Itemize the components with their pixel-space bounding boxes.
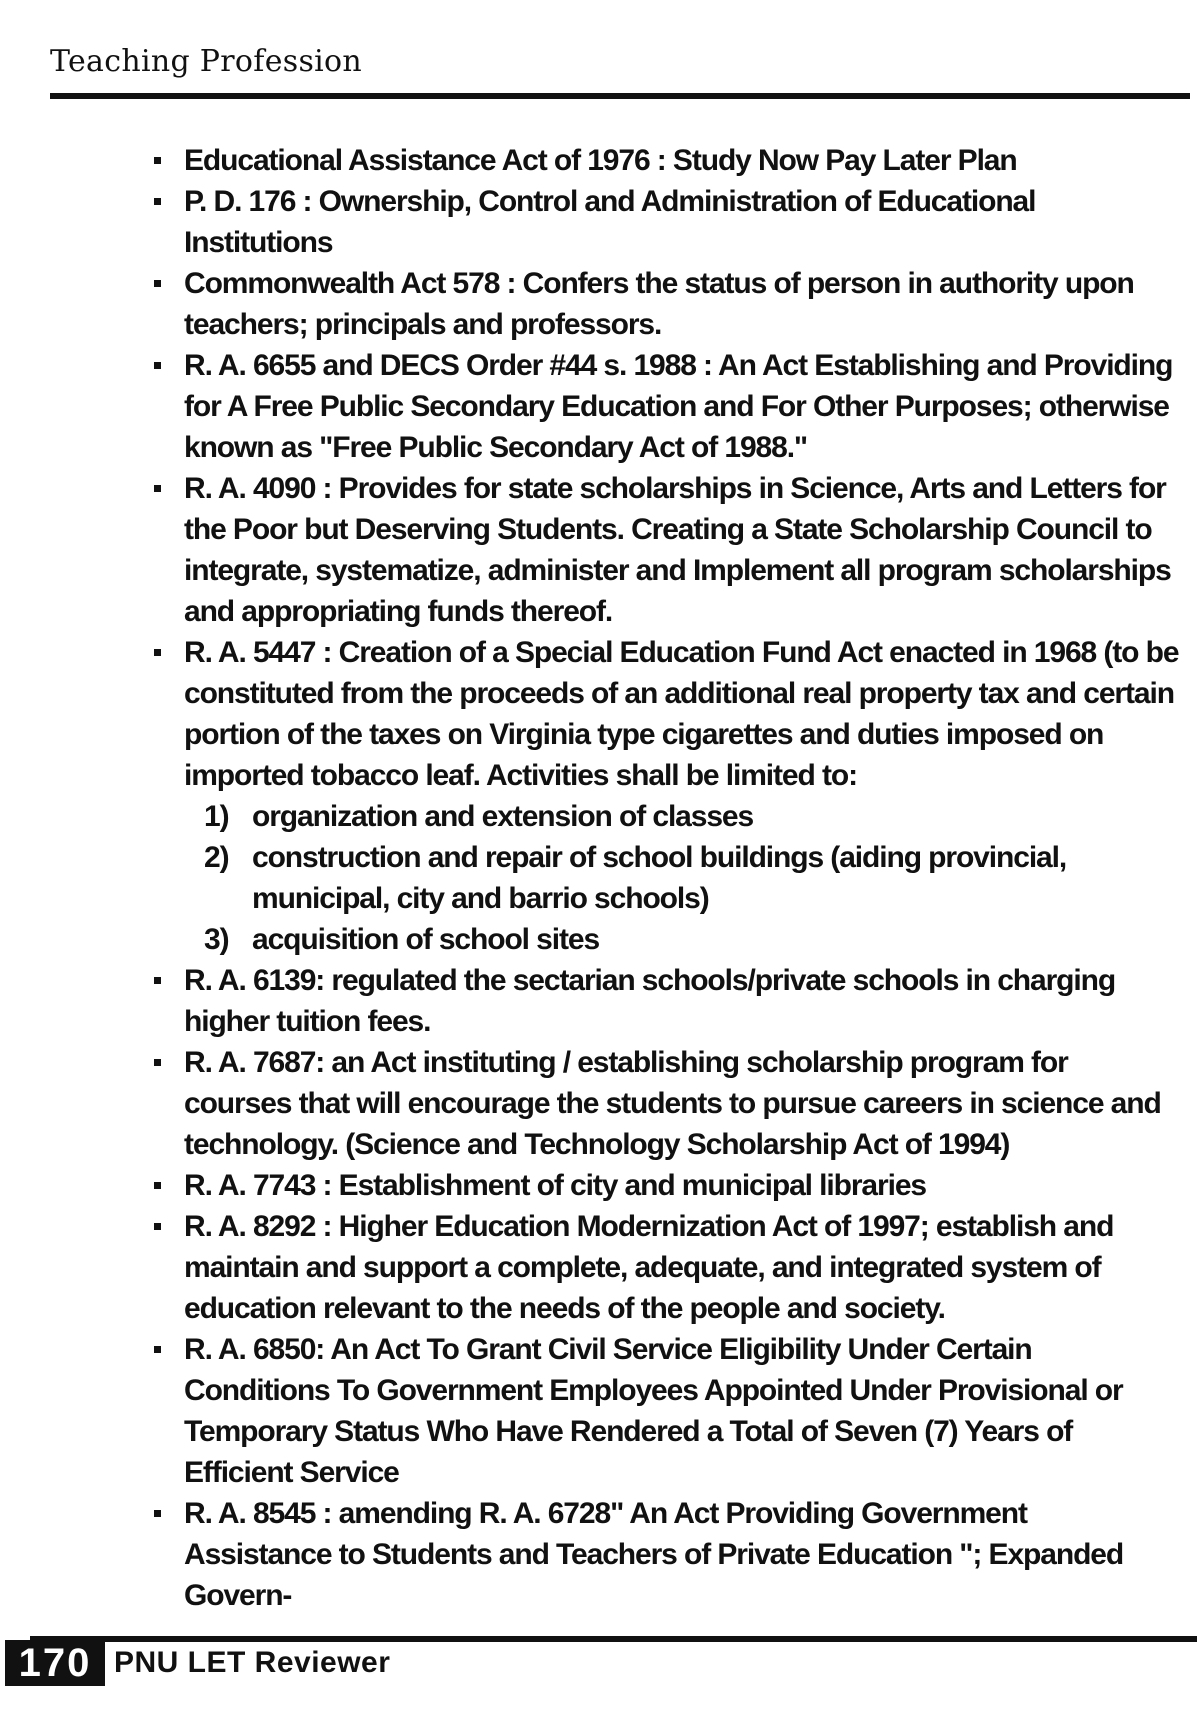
law-text: R. A. 5447 : Creation of a Special Education Fund Act enacted in 1968 (to be constituted from the proceeds of an additional real property tax and certain portion of the taxes on Virginia type cigarettes and duties imposed on imported tobacco leaf. Activities shall be limited to: bbox=[184, 636, 1179, 792]
sub-item-number: 3) bbox=[204, 923, 229, 956]
list-item bbox=[140, 960, 1180, 1042]
list-item bbox=[140, 181, 1180, 263]
law-text: R. A. 4090 : Provides for state scholarships in Science, Arts and Letters for the Poor but Deserving Students. Creating a State Scholarship Council to integrate, systematize, administer and Implement all program scholarships and appropriating funds thereof. bbox=[184, 472, 1171, 628]
running-footer-title: PNU LET Reviewer bbox=[114, 1646, 391, 1679]
sub-list-item bbox=[204, 796, 1180, 837]
law-text: R. A. 6139: regulated the sectarian schools/private schools in charging higher tuition fees. bbox=[184, 964, 1116, 1038]
law-list bbox=[140, 140, 1180, 1616]
list-item bbox=[140, 1165, 1180, 1206]
sub-item-text: organization and extension of classes bbox=[252, 800, 754, 833]
header-rule bbox=[50, 93, 1190, 99]
list-item bbox=[140, 468, 1180, 632]
sub-item-text: acquisition of school sites bbox=[252, 923, 600, 956]
law-text: R. A. 8292 : Higher Education Modernization Act of 1997; establish and maintain and support a complete, adequate, and integrated system of education relevant to the needs of the people and society. bbox=[184, 1210, 1114, 1325]
footer-rule bbox=[30, 1636, 1197, 1642]
list-item bbox=[140, 140, 1180, 181]
list-item bbox=[140, 1206, 1180, 1329]
list-item bbox=[140, 632, 1180, 960]
sub-item-number: 2) bbox=[204, 841, 229, 874]
page-number-badge: 170 bbox=[5, 1640, 105, 1686]
law-text: R. A. 8545 : amending R. A. 6728" An Act Providing Government Assistance to Students and Teachers of Private Education "; Expanded Govern- bbox=[184, 1497, 1124, 1612]
law-text: P. D. 176 : Ownership, Control and Administration of Educational Institutions bbox=[184, 185, 1036, 259]
law-text: R. A. 6655 and DECS Order #44 s. 1988 : An Act Establishing and Providing for A Free Public Secondary Education and For Other Purposes; otherwise known as "Free Public Secondary Act of 1988." bbox=[184, 349, 1173, 464]
law-text: R. A. 7687: an Act instituting / establishing scholarship program for courses that will encourage the students to pursue careers in science and technology. (Science and Technology Scholarship Act of 1994) bbox=[184, 1046, 1161, 1161]
list-item bbox=[140, 263, 1180, 345]
law-text: Commonwealth Act 578 : Confers the status of person in authority upon teachers; principals and professors. bbox=[184, 267, 1134, 341]
page-content bbox=[140, 140, 1180, 1616]
list-item bbox=[140, 1493, 1180, 1616]
law-text: Educational Assistance Act of 1976 : Study Now Pay Later Plan bbox=[184, 144, 1017, 177]
list-item bbox=[140, 1329, 1180, 1493]
running-header-title: Teaching Profession bbox=[50, 44, 363, 79]
sub-item-text: construction and repair of school buildings (aiding provincial, municipal, city and barrio schools) bbox=[252, 841, 1067, 915]
law-text: R. A. 6850: An Act To Grant Civil Service Eligibility Under Certain Conditions To Government Employees Appointed Under Provisional or Temporary Status Who Have Rendered a Total of Seven (7) Years of Efficient Service bbox=[184, 1333, 1123, 1489]
sub-list-item bbox=[204, 919, 1180, 960]
law-text: R. A. 7743 : Establishment of city and municipal libraries bbox=[184, 1169, 926, 1202]
list-item bbox=[140, 1042, 1180, 1165]
sub-list-item bbox=[204, 837, 1180, 919]
activities-sub-list bbox=[184, 796, 1180, 960]
list-item bbox=[140, 345, 1180, 468]
sub-item-number: 1) bbox=[204, 800, 229, 833]
